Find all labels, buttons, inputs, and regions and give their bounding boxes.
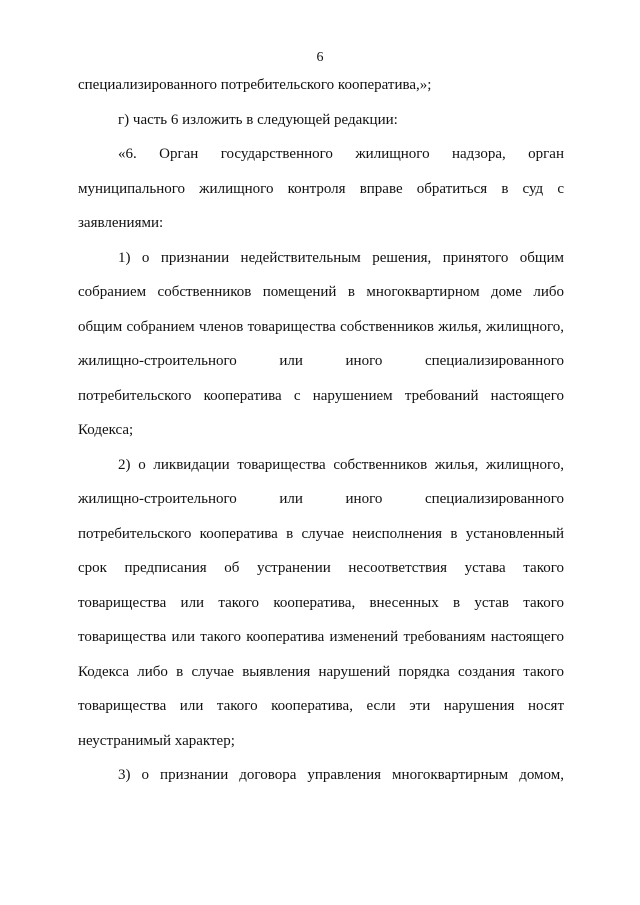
text-line: 2) о ликвидации товарищества собственников жилья, жилищного, [118,456,564,473]
text-line: заявлениями: [78,215,164,231]
document-body [78,68,564,793]
page-number: 6 [316,50,324,65]
text-line: Кодекса либо в случае выявления нарушений порядка создания такого [78,663,564,680]
text-line: неустранимый характер; [78,732,235,749]
text-line: товарищества или такого кооператива изменений требованиям настоящего [78,629,564,645]
text-line: «6. Орган государственного жилищного надзора, орган [118,146,564,162]
text-line: потребительского кооператива с нарушением требований настоящего [78,387,564,404]
text-line: г) часть 6 изложить в следующей редакции: [118,111,398,128]
text-line: товарищества или такого кооператива, внесенных в устав такого [78,594,564,611]
text-line: 3) о признании договора управления многоквартирным домом, [118,767,564,783]
text-line: жилищно-строительного или иного специализированного [78,353,564,369]
text-line: муниципального жилищного контроля вправе обратиться в суд с [78,180,564,197]
text-line: товарищества или такого кооператива, если эти нарушения носят [78,698,564,714]
text-line: срок предписания об устранении несоответствия устава такого [78,560,564,576]
text-line: жилищно-строительного или иного специализированного [78,491,564,507]
text-line: общим собранием членов товарищества собственников жилья, жилищного, [78,318,564,335]
text-line: специализированного потребительского кооператива,»; [78,77,432,93]
text-line: собранием собственников помещений в многоквартирном доме либо [78,284,564,300]
text-line: 1) о признании недействительным решения, принятого общим [118,249,564,266]
text-line: Кодекса; [78,422,134,438]
text-line: потребительского кооператива в случае неисполнения в установленный [78,525,564,542]
